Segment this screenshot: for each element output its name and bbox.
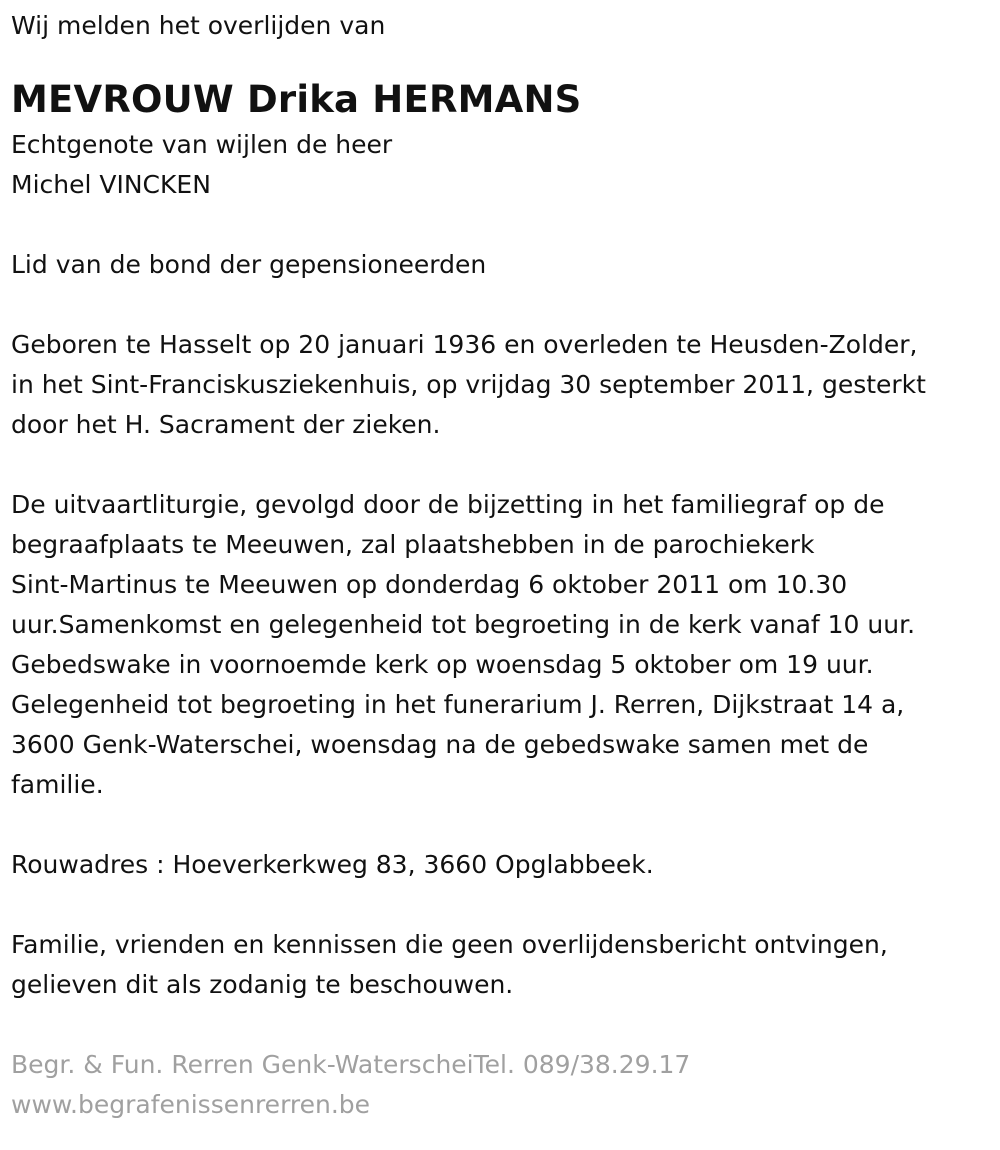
paragraph-line: uur.Samenkomst en gelegenheid tot begroeting in de kerk vanaf 10 uur.	[11, 610, 916, 639]
website-link[interactable]: www.begrafenissenrerren.be	[11, 1090, 371, 1119]
mourning-address: Rouwadres : Hoeverkerkweg 83, 3660 Opglabbeek.	[11, 850, 654, 879]
spacer	[11, 285, 986, 325]
intro-text: Wij melden het overlijden van	[11, 11, 386, 40]
death-notice	[11, 0, 986, 1125]
funeral-home-info: Begr. & Fun. Rerren Genk-WaterscheiTel. 089/38.29.17	[11, 1050, 691, 1079]
paragraph-line: in het Sint-Franciskusziekenhuis, op vrijdag 30 september 2011, gesterkt	[11, 370, 926, 399]
membership-text: Lid van de bond der gepensioneerden	[11, 250, 487, 279]
paragraph-line: Gelegenheid tot begroeting in het funerarium J. Rerren, Dijkstraat 14 a,	[11, 690, 905, 719]
spouse-line-1: Echtgenote van wijlen de heer	[11, 130, 393, 159]
paragraph-line: familie.	[11, 770, 104, 799]
paragraph-line: Familie, vrienden en kennissen die geen overlijdensbericht ontvingen,	[11, 930, 888, 959]
spouse-line-2: Michel VINCKEN	[11, 170, 211, 199]
paragraph-line: door het H. Sacrament der zieken.	[11, 410, 441, 439]
closing-paragraph	[11, 925, 986, 1005]
paragraph-line: begraafplaats te Meeuwen, zal plaatshebben in de parochiekerk	[11, 530, 815, 559]
spacer	[11, 205, 986, 245]
spacer	[11, 885, 986, 925]
footer	[11, 1045, 986, 1125]
paragraph-line: gelieven dit als zodanig te beschouwen.	[11, 970, 514, 999]
paragraph-line: 3600 Genk-Waterschei, woensdag na de gebedswake samen met de	[11, 730, 869, 759]
funeral-paragraph	[11, 485, 986, 805]
deceased-name: MEVROUW Drika HERMANS	[11, 78, 582, 121]
paragraph-line: Gebedswake in voornoemde kerk op woensdag 5 oktober om 19 uur.	[11, 650, 874, 679]
paragraph-line: De uitvaartliturgie, gevolgd door de bijzetting in het familiegraf op de	[11, 490, 885, 519]
birth-death-paragraph	[11, 325, 986, 445]
spacer	[11, 1005, 986, 1045]
paragraph-line: Sint-Martinus te Meeuwen op donderdag 6 oktober 2011 om 10.30	[11, 570, 848, 599]
paragraph-line: Geboren te Hasselt op 20 januari 1936 en overleden te Heusden-Zolder,	[11, 330, 918, 359]
spacer	[11, 445, 986, 485]
spacer	[11, 805, 986, 845]
